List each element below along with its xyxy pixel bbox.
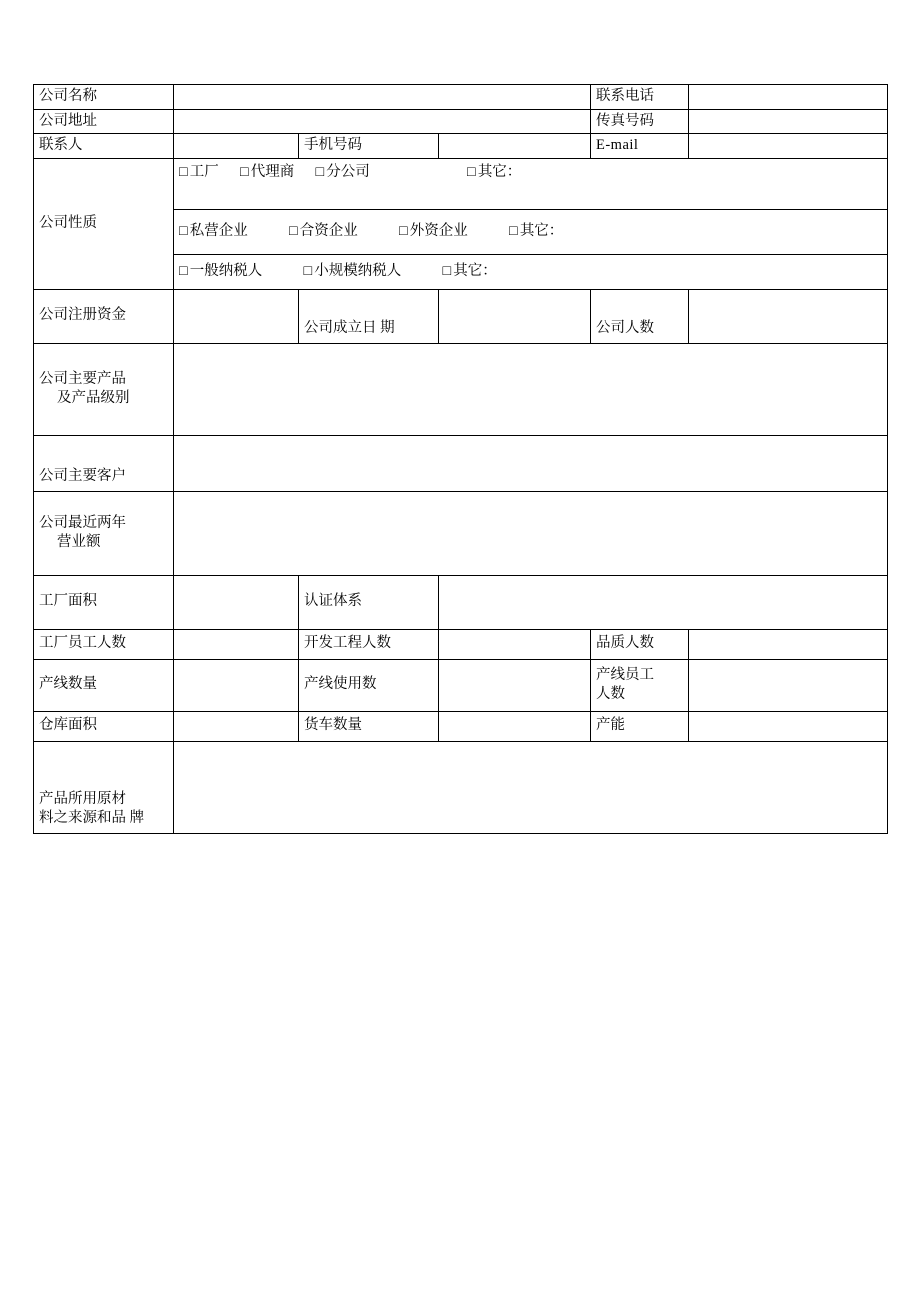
- factory-area-value[interactable]: [174, 575, 299, 629]
- nature-group-3: [174, 254, 888, 289]
- option-label: 工厂: [189, 163, 219, 180]
- production-lines-label: 产线数量: [34, 659, 174, 711]
- factory-staff-value[interactable]: [174, 629, 299, 659]
- mobile-label: 手机号码: [299, 134, 439, 159]
- main-products-label: [34, 343, 174, 435]
- option-label: 代理商: [250, 163, 295, 180]
- table-row: [34, 158, 888, 209]
- table-row: [34, 134, 888, 159]
- capacity-label: 产能: [591, 711, 689, 741]
- fax-label: 传真号码: [591, 109, 689, 134]
- contact-phone-value[interactable]: [689, 85, 888, 110]
- registered-capital-label: 公司注册资金: [34, 289, 174, 343]
- turnover-label-line1: 公司最近两年: [39, 514, 126, 531]
- turnover-label-line2: 营业额: [57, 534, 101, 551]
- lines-in-use-label: 产线使用数: [299, 659, 439, 711]
- warehouse-area-label: 仓库面积: [34, 711, 174, 741]
- checkbox-icon[interactable]: □: [303, 262, 313, 279]
- option-label: 小规模纳税人: [314, 262, 402, 279]
- checkbox-option-foreign[interactable]: [399, 222, 468, 242]
- factory-staff-label: 工厂员工人数: [34, 629, 174, 659]
- option-label: 其它：: [519, 222, 564, 239]
- headcount-value[interactable]: [689, 289, 888, 343]
- company-address-value[interactable]: [174, 109, 591, 134]
- main-customers-value[interactable]: [174, 435, 888, 491]
- checkbox-icon[interactable]: □: [240, 163, 249, 180]
- table-row: [34, 659, 888, 711]
- trucks-label: 货车数量: [299, 711, 439, 741]
- checkbox-icon[interactable]: □: [442, 262, 452, 279]
- production-lines-value[interactable]: [174, 659, 299, 711]
- option-label: 一般纳税人: [189, 262, 263, 279]
- checkbox-icon[interactable]: □: [179, 222, 188, 239]
- lines-in-use-value[interactable]: [439, 659, 591, 711]
- option-label: 合资企业: [299, 222, 358, 239]
- email-label: E-mail: [591, 134, 689, 159]
- checkbox-icon[interactable]: □: [315, 163, 325, 180]
- company-name-label: 公司名称: [34, 85, 174, 110]
- table-row: [34, 575, 888, 629]
- option-label: 外资企业: [409, 222, 468, 239]
- contact-person-label: 联系人: [34, 134, 174, 159]
- company-name-value[interactable]: [174, 85, 591, 110]
- raw-material-value[interactable]: [174, 741, 888, 833]
- checkbox-icon[interactable]: □: [509, 222, 518, 239]
- capacity-value[interactable]: [689, 711, 888, 741]
- rd-engineers-label: 开发工程人数: [299, 629, 439, 659]
- company-address-label: 公司地址: [34, 109, 174, 134]
- checkbox-option-small-taxpayer[interactable]: [304, 262, 402, 282]
- table-row: [34, 629, 888, 659]
- table-row: [34, 343, 888, 435]
- table-row: [34, 711, 888, 741]
- nature-group-1: [174, 158, 888, 209]
- certification-label: 认证体系: [299, 575, 439, 629]
- checkbox-option-branch[interactable]: [316, 163, 370, 183]
- factory-area-label: 工厂面积: [34, 575, 174, 629]
- checkbox-option-other-1[interactable]: [467, 163, 521, 183]
- raw-material-label-line1: 产品所用原材: [39, 790, 126, 807]
- raw-material-label-line2: 料之来源和品 牌: [39, 810, 145, 827]
- warehouse-area-value[interactable]: [174, 711, 299, 741]
- table-row: [34, 741, 888, 833]
- company-nature-label: 公司性质: [34, 158, 174, 289]
- table-row: [34, 289, 888, 343]
- checkbox-icon[interactable]: □: [179, 262, 188, 279]
- table-row: [34, 109, 888, 134]
- established-date-label: 公司成立日 期: [299, 289, 439, 343]
- main-products-label-line2: 及产品级别: [57, 390, 130, 407]
- option-label: 分公司: [326, 163, 370, 180]
- option-label: 其它：: [453, 262, 497, 279]
- checkbox-option-factory[interactable]: [179, 163, 219, 183]
- main-customers-label: 公司主要客户: [34, 435, 174, 491]
- checkbox-icon[interactable]: □: [179, 163, 188, 180]
- headcount-label: 公司人数: [591, 289, 689, 343]
- line-workers-label-line1: 产线员工: [596, 666, 654, 683]
- checkbox-option-general-taxpayer[interactable]: [179, 262, 262, 282]
- registered-capital-value[interactable]: [174, 289, 299, 343]
- main-products-value[interactable]: [174, 343, 888, 435]
- table-row: [34, 435, 888, 491]
- supplier-survey-form: [33, 84, 888, 834]
- line-workers-label-line2: 人数: [596, 686, 625, 703]
- contact-phone-label: 联系电话: [591, 85, 689, 110]
- checkbox-option-other-2[interactable]: [509, 222, 563, 242]
- option-label: 其它：: [477, 163, 522, 180]
- nature-group-2: [174, 209, 888, 254]
- line-workers-label: [591, 659, 689, 711]
- contact-person-value[interactable]: [174, 134, 299, 159]
- certification-value[interactable]: [439, 575, 888, 629]
- quality-staff-value[interactable]: [689, 629, 888, 659]
- turnover-label: [34, 491, 174, 575]
- checkbox-icon[interactable]: □: [399, 222, 408, 239]
- checkbox-icon[interactable]: □: [289, 222, 298, 239]
- line-workers-value[interactable]: [689, 659, 888, 711]
- checkbox-icon[interactable]: □: [467, 163, 476, 180]
- turnover-value[interactable]: [174, 491, 888, 575]
- mobile-value[interactable]: [439, 134, 591, 159]
- fax-value[interactable]: [689, 109, 888, 134]
- quality-staff-label: 品质人数: [591, 629, 689, 659]
- rd-engineers-value[interactable]: [439, 629, 591, 659]
- option-label: 私营企业: [189, 222, 248, 239]
- established-date-value[interactable]: [439, 289, 591, 343]
- checkbox-option-joint-venture[interactable]: [289, 222, 358, 242]
- trucks-value[interactable]: [439, 711, 591, 741]
- email-value[interactable]: [689, 134, 888, 159]
- checkbox-option-private[interactable]: [179, 222, 248, 242]
- table-row: [34, 85, 888, 110]
- checkbox-option-other-3[interactable]: [443, 262, 497, 282]
- main-products-label-line1: 公司主要产品: [39, 370, 126, 387]
- raw-material-label: [34, 741, 174, 833]
- table-row: [34, 491, 888, 575]
- checkbox-option-agent[interactable]: [240, 163, 294, 183]
